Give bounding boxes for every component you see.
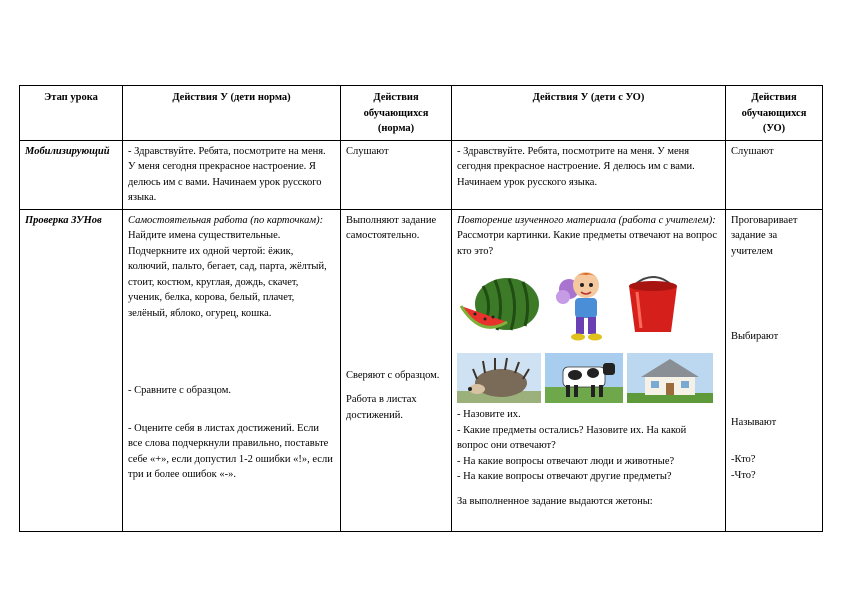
- students-norm-cell: [341, 209, 452, 531]
- task-text: Рассмотри картинки. Какие предметы отвечают на вопрос кто это?: [457, 230, 718, 257]
- stage-cell: Проверка ЗУНов: [20, 209, 123, 531]
- header-students-norm: Действия обучающихся (норма): [341, 86, 452, 141]
- review-title: Повторение изученного материала (работа с учителем):: [457, 214, 716, 226]
- students-norm-text-3: Работа в листах достижений.: [346, 394, 417, 421]
- spacer: [731, 259, 817, 329]
- students-uo-text-2: Выбирают: [731, 331, 779, 342]
- hedgehog-icon: [457, 353, 541, 403]
- table-row: [20, 209, 823, 531]
- question-1: - Назовите их.: [457, 409, 521, 420]
- students-uo-cell: Слушают: [726, 140, 823, 209]
- independent-work-title: Самостоятельная работа (по карточкам):: [128, 214, 324, 226]
- header-students-uo: Действия обучающихся (УО): [726, 86, 823, 141]
- students-uo-cell: [726, 209, 823, 531]
- spacer: [346, 244, 446, 368]
- spacer: [128, 321, 335, 383]
- question-3: - На какие вопросы отвечают люди и животные?: [457, 455, 675, 467]
- question-4: - На какие вопросы отвечают другие предметы?: [457, 471, 672, 482]
- assess-text: - Оцените себя в листах достижений. Если все слова подчеркнули правильно, поставьте себе «+», если допустил 1-2 ошибки «!», если три и более ошибок «-».: [128, 422, 333, 480]
- stage-cell: Мобилизирующий: [20, 140, 123, 209]
- header-teacher-uo: Действия У (дети с УО): [452, 86, 726, 141]
- spacer: [346, 383, 446, 392]
- teacher-uo-cell: - Здравствуйте. Ребята, посмотрите на меня. У меня сегодня прекрасное настроение. Я делюсь им с вами. Начинаем урок русского языка.: [452, 140, 726, 209]
- students-uo-text-3: Называют: [731, 416, 777, 428]
- pictures-row-1: [457, 267, 720, 343]
- students-norm-cell: Слушают: [341, 140, 452, 209]
- watermelon-icon: [457, 272, 543, 338]
- pictures-row-2: [457, 353, 720, 403]
- cow-icon: [545, 353, 623, 403]
- header-stage: Этап урока: [20, 86, 123, 141]
- spacer: [731, 345, 817, 415]
- compare-text: - Сравните с образцом.: [128, 385, 231, 396]
- header-row: [20, 86, 823, 141]
- table-row: [20, 140, 823, 209]
- question-2: - Какие предметы остались? Назовите их. На какой вопрос они отвечают?: [457, 424, 687, 451]
- house-icon: [627, 353, 713, 403]
- lesson-plan-table: [19, 85, 823, 532]
- students-uo-text-5: -Что?: [731, 469, 756, 481]
- spacer: [128, 399, 335, 421]
- teacher-norm-cell: - Здравствуйте. Ребята, посмотрите на меня. У меня сегодня прекрасное настроение. Я делюсь им с вами. Начинаем урок русского языка.: [123, 140, 341, 209]
- teacher-uo-cell: [452, 209, 726, 531]
- students-uo-text-1: Проговаривает задание за учителем: [731, 214, 798, 257]
- task-text: Найдите имена существительные. Подчеркните их одной чертой: ёжик, колючий, пальто, бегает, сад, парта, жёлтый, стоит, костюм, круглая, дождь, скачет, ученик, белка, корова, белый, плачет, зелёный, яблоко, огурец, кошка.: [128, 230, 327, 319]
- spacer: [457, 485, 720, 494]
- teacher-norm-cell: [123, 209, 341, 531]
- header-teacher-norm: Действия У (дети норма): [123, 86, 341, 141]
- spacer: [731, 430, 817, 452]
- students-norm-text-2: Сверяют с образцом.: [346, 369, 440, 381]
- red-bucket-icon: [623, 274, 683, 336]
- boy-with-flowers-icon: [553, 267, 613, 343]
- tokens-text: За выполненное задание выдаются жетоны:: [457, 495, 653, 507]
- students-norm-text-1: Выполняют задание самостоятельно.: [346, 214, 437, 241]
- students-uo-text-4: -Кто?: [731, 454, 756, 465]
